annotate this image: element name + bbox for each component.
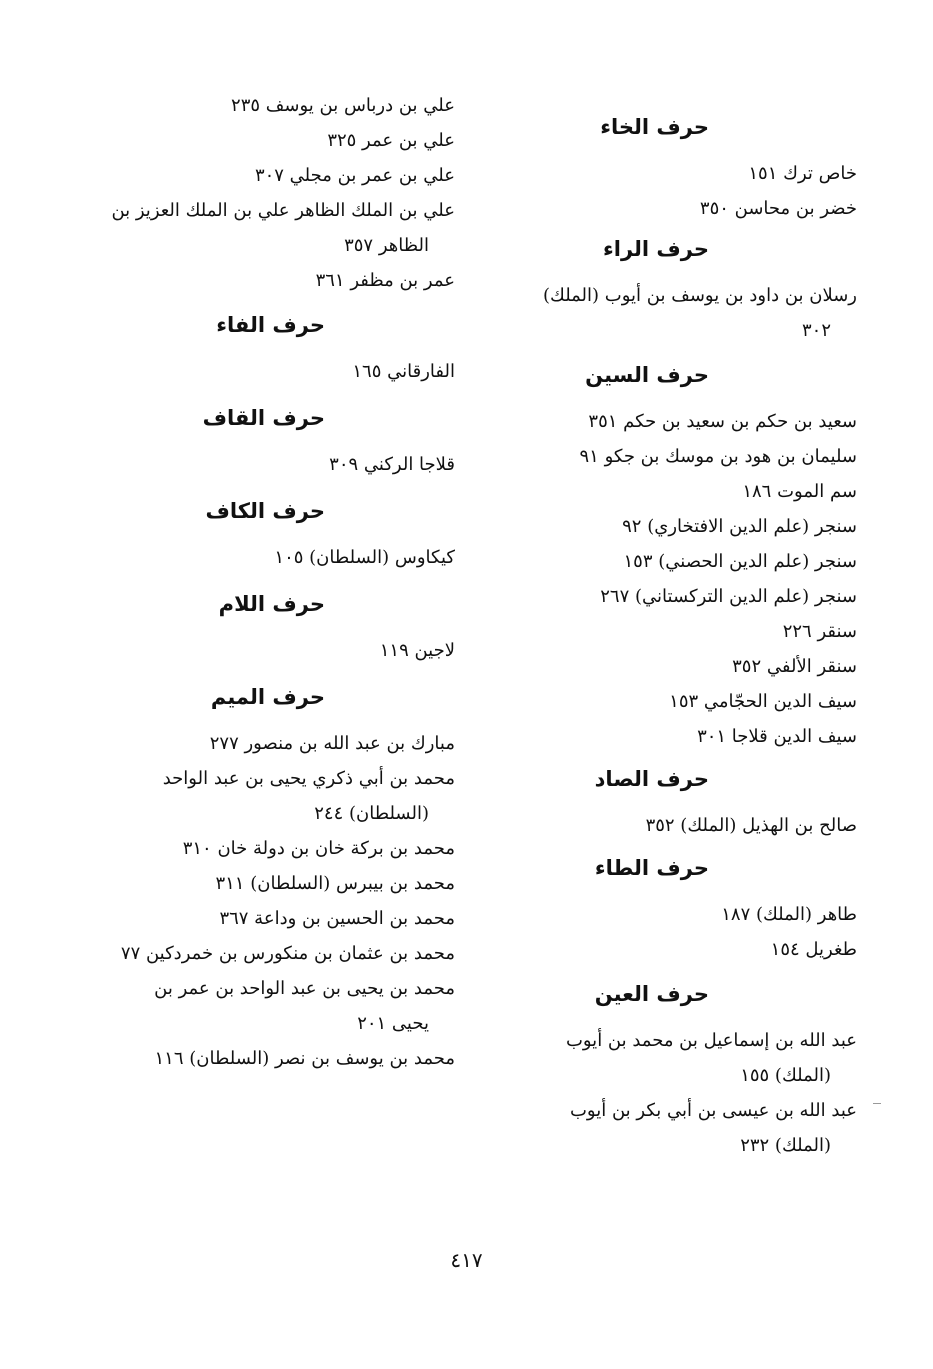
entry-text: كيكاوس (السلطان) ١٠٥	[274, 547, 455, 568]
entry-list	[465, 278, 857, 348]
entry-continuation: ٣٠٢	[801, 320, 831, 341]
index-section	[465, 764, 857, 843]
index-section	[55, 496, 455, 575]
entry-list	[465, 1023, 857, 1163]
index-entry	[465, 439, 857, 474]
entry-text: محمد بن أبي ذكري يحيى بن عبد الواحد	[162, 768, 455, 789]
entry-text: علي بن عمر ٣٢٥	[327, 130, 455, 151]
entry-text: سنقر ٢٢٦	[782, 621, 857, 642]
index-entry	[55, 354, 455, 389]
index-section	[55, 682, 455, 1076]
entry-list	[465, 156, 857, 226]
entry-text: سنجر (علم الدين الافتخاري) ٩٢	[622, 516, 857, 537]
entry-list	[55, 88, 455, 298]
index-entry	[465, 1093, 857, 1163]
entry-continuation: (السلطان) ٢٤٤	[314, 803, 429, 824]
index-entry	[55, 726, 455, 761]
entry-text: عبد الله بن عيسى بن أبي بكر بن أيوب	[569, 1100, 857, 1121]
entry-text: قلاجا الركني ٣٠٩	[329, 454, 455, 475]
entry-text: خاص ترك ١٥١	[748, 163, 857, 184]
entry-text: علي بن الملك الظاهر علي بن الملك العزيز بن	[111, 200, 455, 221]
entry-text: رسلان بن داود بن يوسف بن أيوب (الملك)	[543, 285, 857, 306]
index-section	[465, 979, 857, 1163]
section-heading: حرف الميم	[210, 685, 325, 709]
index-section	[55, 310, 455, 389]
index-entry	[55, 901, 455, 936]
entry-text: محمد بن الحسين بن وداعة ٣٦٧	[219, 908, 455, 929]
right-column	[465, 112, 857, 1163]
entry-text: سم الموت ١٨٦	[742, 481, 857, 502]
section-heading: حرف الكاف	[205, 499, 325, 523]
index-entry	[465, 509, 857, 544]
entry-text: سنقر الألفي ٣٥٢	[732, 656, 857, 677]
entry-text: علي بن درباس بن يوسف ٢٣٥	[231, 95, 455, 116]
entry-list	[465, 808, 857, 843]
entry-text: الفارقاني ١٦٥	[352, 361, 455, 382]
index-entry	[55, 936, 455, 971]
entry-text: محمد بن يوسف بن نصر (السلطان) ١١٦	[154, 1048, 455, 1069]
index-entry	[55, 633, 455, 668]
section-heading: حرف العين	[594, 982, 709, 1006]
index-entry	[465, 897, 857, 932]
section-heading: حرف الطاء	[594, 856, 709, 880]
index-entry	[465, 544, 857, 579]
index-entry	[55, 193, 455, 263]
index-entry	[55, 88, 455, 123]
entry-list	[55, 726, 455, 1076]
entry-text: سنجر (علم الدين التركستاني) ٢٦٧	[600, 586, 857, 607]
index-entry	[55, 866, 455, 901]
entry-text: محمد بن بركة خان بن دولة خان ٣١٠	[182, 838, 455, 859]
entry-text: سعيد بن حكم بن سعيد بن حكم ٣٥١	[588, 411, 857, 432]
page-number: ٤١٧	[450, 1248, 483, 1272]
index-section	[55, 403, 455, 482]
entry-text: سنجر (علم الدين الحصني) ١٥٣	[623, 551, 857, 572]
entry-text: طغريل ١٥٤	[770, 939, 857, 960]
index-section	[465, 112, 857, 226]
index-entry	[465, 579, 857, 614]
entry-text: محمد بن بيبرس (السلطان) ٣١١	[215, 873, 455, 894]
index-section	[465, 853, 857, 967]
index-entry	[465, 278, 857, 348]
index-entry	[465, 808, 857, 843]
index-entry	[55, 447, 455, 482]
entry-text: لاجين ١١٩	[379, 640, 455, 661]
entry-list	[465, 897, 857, 967]
index-entry	[465, 684, 857, 719]
entry-continuation: يحيى ٢٠١	[357, 1013, 429, 1034]
entry-list	[465, 404, 857, 754]
entry-text: مبارك بن عبد الله بن منصور ٢٧٧	[209, 733, 455, 754]
index-entry	[465, 404, 857, 439]
index-entry	[465, 1023, 857, 1093]
section-heading: حرف السين	[585, 363, 709, 387]
entry-text: محمد بن عثمان بن منكورس بن خمردكين ٧٧	[120, 943, 455, 964]
entry-text: عمر بن مظفر ٣٦١	[315, 270, 455, 291]
entry-text: عبد الله بن إسماعيل بن محمد بن أيوب	[565, 1030, 857, 1051]
index-entry	[465, 719, 857, 754]
section-heading: حرف الفاء	[216, 313, 325, 337]
section-heading: حرف الخاء	[600, 115, 709, 139]
index-section	[465, 360, 857, 754]
index-entry	[55, 1041, 455, 1076]
index-entry	[55, 123, 455, 158]
entry-text: محمد بن يحيى بن عبد الواحد بن عمر بن	[154, 978, 455, 999]
index-entry	[465, 932, 857, 967]
section-heading: حرف القاف	[202, 406, 325, 430]
section-heading: حرف اللام	[218, 592, 325, 616]
entry-text: سيف الدين قلاجا ٣٠١	[697, 726, 857, 747]
index-section	[55, 589, 455, 668]
index-entry	[465, 649, 857, 684]
index-entry	[55, 971, 455, 1041]
section-heading: حرف الراء	[603, 237, 709, 261]
index-entry	[55, 831, 455, 866]
entry-list	[55, 354, 455, 389]
index-section	[55, 88, 455, 298]
index-entry	[465, 156, 857, 191]
left-column	[55, 88, 455, 1076]
index-entry	[55, 761, 455, 831]
entry-continuation: (الملك) ٢٣٢	[740, 1135, 831, 1156]
entry-text: سيف الدين الحجّامي ١٥٣	[669, 691, 857, 712]
entry-text: طاهر (الملك) ١٨٧	[721, 904, 857, 925]
index-entry	[465, 614, 857, 649]
entry-text: خضر بن محاسن ٣٥٠	[699, 198, 857, 219]
entry-continuation: الظاهر ٣٥٧	[344, 235, 429, 256]
entry-text: علي بن عمر بن مجلي ٣٠٧	[254, 165, 455, 186]
margin-mark	[873, 1103, 881, 1104]
entry-list	[55, 540, 455, 575]
index-entry	[55, 263, 455, 298]
entry-continuation: (الملك) ١٥٥	[740, 1065, 831, 1086]
index-entry	[55, 158, 455, 193]
index-entry	[465, 474, 857, 509]
index-section	[465, 234, 857, 348]
entry-text: سليمان بن هود بن موسك بن جكو ٩١	[579, 446, 857, 467]
entry-list	[55, 633, 455, 668]
entry-text: صالح بن الهذيل (الملك) ٣٥٢	[645, 815, 857, 836]
entry-list	[55, 447, 455, 482]
section-heading: حرف الصاد	[594, 767, 709, 791]
index-entry	[55, 540, 455, 575]
index-entry	[465, 191, 857, 226]
